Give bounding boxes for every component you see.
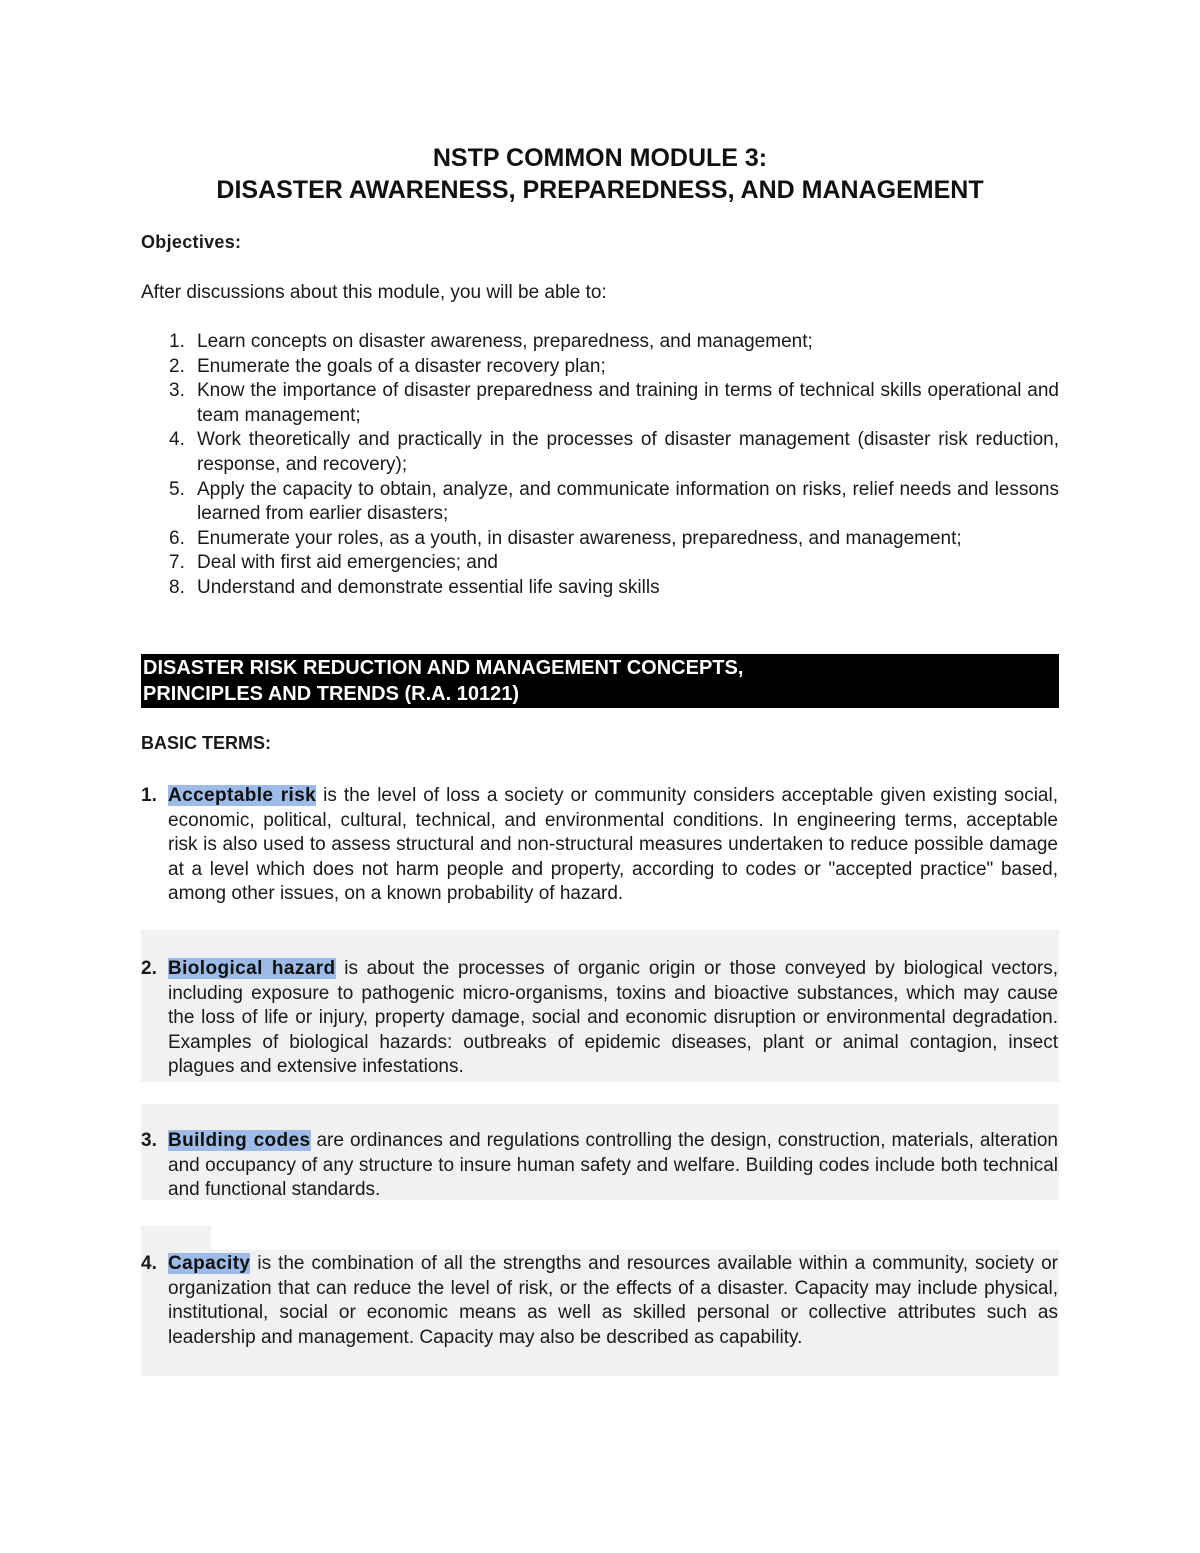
term-keyword: Acceptable risk bbox=[168, 785, 317, 806]
term-body bbox=[168, 1252, 1058, 1350]
objective-text: Enumerate your roles, as a youth, in disaster awareness, preparedness, and management; bbox=[197, 527, 962, 549]
objective-text: Know the importance of disaster preparedness and training in terms of technical skills operational and team management; bbox=[197, 380, 1059, 426]
term-body bbox=[168, 957, 1058, 1080]
objective-item bbox=[141, 551, 1059, 576]
section-banner-line-2: PRINCIPLES AND TRENDS (R.A. 10121) bbox=[143, 683, 519, 705]
objective-number: 4. bbox=[169, 429, 185, 451]
objectives-intro: After discussions about this module, you will be able to: bbox=[141, 282, 607, 303]
objective-item bbox=[141, 576, 1059, 601]
objective-text: Enumerate the goals of a disaster recovery plan; bbox=[197, 355, 606, 377]
term-definition: is about the processes of organic origin or those conveyed by biological vectors, including exposure to pathogenic micro-organisms, toxins and bioactive substances, which may cause the loss of life or injury, property damage, social and economic disruption or environmental degradation. Examples of biological hazards: outbreaks of epidemic diseases, plant or animal contagion, insect plagues and extensive infestations. bbox=[168, 958, 1059, 1078]
objective-text: Work theoretically and practically in the processes of disaster management (disaster risk reduction, response, and recovery); bbox=[197, 429, 1059, 475]
objective-number: 7. bbox=[169, 552, 185, 574]
term-definition: is the combination of all the strengths and resources available within a community, society or organization that can reduce the level of risk, or the effects of a disaster. Capacity may include physical, institutional, social or economic means as well as skilled personal or collective attributes such as leadership and management. Capacity may also be described as capability. bbox=[168, 1253, 1058, 1348]
objective-number: 2. bbox=[169, 355, 185, 377]
term-keyword: Capacity bbox=[168, 1253, 251, 1274]
basic-terms-heading: BASIC TERMS: bbox=[141, 733, 271, 753]
term-definition: are ordinances and regulations controlling the design, construction, materials, alteration and occupancy of any structure to insure human safety and welfare. Building codes include both technical and functional standards. bbox=[168, 1130, 1058, 1201]
term-item bbox=[141, 1129, 1058, 1203]
objective-item bbox=[141, 428, 1059, 477]
objective-text: Learn concepts on disaster awareness, preparedness, and management; bbox=[197, 331, 813, 352]
objective-text: Understand and demonstrate essential life saving skills bbox=[197, 576, 660, 598]
objective-text: Deal with first aid emergencies; and bbox=[197, 552, 498, 574]
objectives-list bbox=[141, 330, 1059, 601]
objective-number: 8. bbox=[169, 576, 185, 598]
term-number: 1. bbox=[141, 785, 157, 806]
objective-number: 3. bbox=[169, 380, 185, 402]
term-definition: is the level of loss a society or community considers acceptable given existing social, economic, political, cultural, technical, and environmental conditions. In engineering terms, acceptable risk is also used to assess structural and non-structural measures undertaken to reduce possible damage at a level which does not harm people and property, according to codes or "accepted practice" based, among other issues, on a known probability of hazard. bbox=[168, 785, 1058, 905]
objective-text: Apply the capacity to obtain, analyze, and communicate information on risks, relief needs and lessons learned from earlier disasters; bbox=[197, 478, 1059, 525]
objective-number: 5. bbox=[169, 478, 185, 500]
term-item bbox=[141, 957, 1058, 1080]
term-body bbox=[168, 784, 1058, 907]
term-item bbox=[141, 784, 1058, 907]
term-item bbox=[141, 1252, 1058, 1350]
term-shading bbox=[141, 1104, 1059, 1128]
section-banner bbox=[141, 654, 1059, 708]
objective-item bbox=[141, 527, 1059, 552]
term-number: 3. bbox=[141, 1130, 157, 1151]
term-number: 4. bbox=[141, 1253, 157, 1274]
objective-item bbox=[141, 379, 1059, 428]
page-title-line-2: DISASTER AWARENESS, PREPAREDNESS, AND MANAGEMENT bbox=[216, 176, 984, 204]
objective-item bbox=[141, 355, 1059, 380]
term-shading bbox=[141, 1226, 211, 1250]
term-keyword: Building codes bbox=[168, 1130, 311, 1151]
term-body bbox=[168, 1129, 1058, 1203]
objectives-heading: Objectives: bbox=[141, 232, 242, 252]
term-number: 2. bbox=[141, 958, 157, 979]
objective-number: 6. bbox=[169, 527, 185, 549]
objective-item bbox=[141, 478, 1059, 527]
term-keyword: Biological hazard bbox=[168, 958, 336, 979]
objective-number: 1. bbox=[169, 331, 185, 352]
page-title-line-1: NSTP COMMON MODULE 3: bbox=[432, 144, 768, 172]
section-banner-line-1: DISASTER RISK REDUCTION AND MANAGEMENT CONCEPTS, bbox=[143, 657, 744, 679]
objective-item bbox=[141, 330, 1059, 355]
